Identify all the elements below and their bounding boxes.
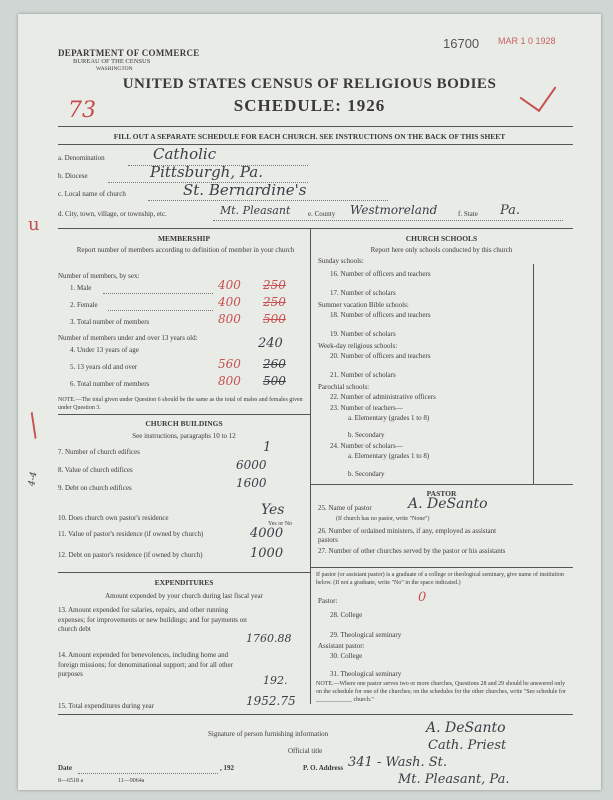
q12-value: 1000 — [250, 546, 284, 561]
date-label: Date — [58, 764, 72, 772]
q26-label: 26. Number of ordained ministers, if any, employed as assistant pastors — [318, 527, 497, 544]
q27-label: 27. Number of other churches served by the pastor or his assistants — [318, 547, 506, 555]
margin-u-mark: u — [28, 214, 40, 235]
pastor-value: 0 — [418, 590, 427, 605]
diocese-label: b. Diocese — [58, 172, 88, 180]
q18-label: 18. Number of officers and teachers — [330, 311, 431, 319]
q10-hint: Yes or No — [268, 521, 293, 527]
q10-value: Yes — [261, 502, 285, 518]
q2-value: 400 — [218, 295, 241, 309]
membership-note: NOTE.—The total given under Question 6 should be the same as the total of males and females given under Question 3. — [58, 397, 303, 411]
q25-hint: (If church has no pastor, write "None") — [336, 516, 430, 522]
q30-label: 30. College — [330, 652, 363, 660]
q1-label: 1. Male — [70, 284, 92, 292]
schedule-number: 16700 — [443, 36, 480, 51]
q21-label: 21. Number of scholars — [330, 371, 396, 379]
q11-label: 11. Value of pastor's residence (if owned by church) — [58, 530, 204, 538]
expenditures-sub: Amount expended by your church during last fiscal year — [105, 592, 263, 600]
margin-number-mark: 4-4 — [27, 470, 40, 488]
q31-label: 31. Theological seminary — [330, 670, 402, 678]
q2-line — [108, 310, 213, 311]
q2-old-value: 250 — [263, 295, 286, 309]
diocese-value: Pittsburgh, Pa. — [150, 163, 264, 181]
q4-label: 4. Under 13 years of age — [70, 346, 139, 354]
state-value: Pa. — [500, 203, 521, 218]
pastor-note: NOTE.—Where one pastor serves two or more churches, Questions 28 and 29 should be answered only on the schedule for one of the churches; on the schedules for the other churches, write "See schedule for ____________ church." — [316, 681, 566, 703]
q8-value: 6000 — [236, 458, 267, 472]
parochial-schools: Parochial schools: — [318, 383, 370, 391]
buildings-sub: See instructions, paragraphs 10 to 12 — [132, 432, 236, 440]
signature-label: Signature of person furnishing information — [208, 730, 329, 738]
q3-value: 800 — [218, 312, 241, 326]
q24a-label: a. Elementary (grades 1 to 8) — [348, 452, 430, 460]
q14-value: 192. — [263, 674, 288, 687]
city-value: Mt. Pleasant — [220, 204, 291, 217]
graduate-note: If pastor (or assistant pastor) is a graduate of a college or theological seminary, give name of institution below. (If not a graduate, write "No" in the space indicated.) — [316, 572, 564, 586]
membership-intro: Report number of members according to definition of member in your church — [76, 246, 295, 254]
q13-label: 13. Amount expended for salaries, repairs, and other running expenses; for improvements or new buildings; and for payments on church debt — [58, 606, 247, 633]
divider-graduate — [310, 567, 573, 568]
divider-identity — [58, 228, 573, 229]
summer-schools: Summer vacation Bible schools: — [318, 301, 409, 309]
local-name-label: c. Local name of church — [58, 190, 126, 198]
schools-heading: CHURCH SCHOOLS — [405, 234, 478, 243]
local-name-line — [148, 200, 388, 201]
expenditures-heading: EXPENDITURES — [154, 578, 214, 587]
red-handwritten-number: 73 — [68, 98, 96, 123]
pastor-heading: PASTOR — [426, 489, 457, 498]
q5-value: 560 — [218, 357, 241, 371]
margin-slash-mark: ⁄ — [21, 411, 48, 442]
q3-old-value: 500 — [263, 312, 286, 326]
form-number: 8—6518 a — [58, 778, 84, 784]
divider-buildings — [58, 414, 310, 415]
q25-label: 25. Name of pastor — [318, 504, 372, 512]
county-label: e. County — [308, 210, 336, 218]
q14-label: 14. Amount expended for benevolences, including home and foreign missions; for denominational support; and for all other purposes — [58, 651, 233, 678]
q6-old-value: 500 — [263, 374, 286, 388]
date-line — [78, 773, 218, 774]
bureau-city: WASHINGTON — [96, 66, 133, 72]
divider-top — [58, 126, 573, 127]
q9-value: 1600 — [236, 476, 267, 490]
buildings-heading: CHURCH BUILDINGS — [145, 419, 223, 428]
q20-label: 20. Number of officers and teachers — [330, 352, 431, 360]
q1-line — [103, 293, 213, 294]
q10-label: 10. Does church own pastor's residence — [58, 514, 169, 522]
q17-label: 17. Number of scholars — [330, 289, 396, 297]
city-line — [213, 220, 563, 221]
address-value: 341 - Wash. St. — [348, 755, 448, 770]
q25-value: A. DeSanto — [408, 496, 488, 512]
denomination-value: Catholic — [153, 145, 217, 163]
q4-value: 240 — [258, 336, 283, 351]
schools-answer-column — [533, 264, 534, 484]
q6-label: 6. Total number of members — [70, 380, 150, 388]
bureau-name: BUREAU OF THE CENSUS — [73, 58, 151, 65]
divider-expenditures — [58, 572, 310, 573]
q8-label: 8. Value of church edifices — [58, 466, 133, 474]
fill-instruction: FILL OUT A SEPARATE SCHEDULE FOR EACH CHURCH. SEE INSTRUCTIONS ON THE BACK OF THIS SHEET — [113, 132, 506, 141]
q23a-label: a. Elementary (grades 1 to 8) — [348, 414, 430, 422]
q5-old-value: 260 — [263, 357, 286, 371]
official-title-value: Cath. Priest — [428, 738, 507, 753]
denomination-label: a. Denomination — [58, 154, 105, 162]
schools-intro: Report here only schools conducted by this church — [370, 246, 513, 254]
q9-label: 9. Debt on church edifices — [58, 484, 132, 492]
q7-label: 7. Number of church edifices — [58, 448, 140, 456]
department-name: DEPARTMENT OF COMMERCE — [58, 48, 200, 58]
state-label: f. State — [458, 210, 478, 218]
q3-label: 3. Total number of members — [70, 318, 150, 326]
q11-value: 4000 — [250, 526, 284, 541]
divider-pastor — [310, 484, 573, 485]
print-number: 11—9064a — [118, 778, 145, 784]
document-title: UNITED STATES CENSUS OF RELIGIOUS BODIES — [122, 76, 497, 92]
q1-old-value: 250 — [263, 278, 286, 292]
address-label: P. O. Address — [303, 764, 344, 772]
date-year: , 192 — [220, 764, 234, 772]
members-by-sex: Number of members, by sex: — [58, 272, 140, 280]
schedule-title: SCHEDULE: 1926 — [233, 96, 386, 115]
q6-value: 800 — [218, 374, 241, 388]
column-divider — [310, 228, 311, 704]
address-value-line2: Mt. Pleasant, Pa. — [398, 772, 510, 787]
q12-label: 12. Debt on pastor's residence (if owned by church) — [58, 551, 203, 559]
q15-value: 1952.75 — [246, 694, 296, 708]
divider-footer — [58, 714, 573, 715]
q1-value: 400 — [218, 278, 241, 292]
membership-heading: MEMBERSHIP — [157, 234, 211, 243]
assistant-label: Assistant pastor: — [318, 642, 365, 650]
received-stamp: MAR 1 0 1928 — [498, 36, 556, 46]
q29-label: 29. Theological seminary — [330, 631, 402, 639]
q16-label: 16. Number of officers and teachers — [330, 270, 431, 278]
q13-value: 1760.88 — [246, 632, 292, 645]
city-label: d. City, town, village, or township, etc. — [58, 210, 167, 218]
sunday-schools: Sunday schools: — [318, 257, 364, 265]
local-name-value: St. Bernardine's — [183, 181, 307, 199]
q24b-label: b. Secondary — [348, 470, 385, 478]
q19-label: 19. Number of scholars — [330, 330, 396, 338]
q23b-label: b. Secondary — [348, 431, 385, 439]
county-value: Westmoreland — [350, 203, 438, 217]
divider-instruction — [58, 144, 573, 145]
q28-label: 28. College — [330, 611, 363, 619]
q7-value: 1 — [263, 440, 272, 455]
weekday-schools: Week-day religious schools: — [318, 342, 398, 350]
q22-label: 22. Number of administrative officers — [330, 393, 436, 401]
q15-label: 15. Total expenditures during year — [58, 702, 154, 710]
signature-value: A. DeSanto — [426, 720, 506, 736]
q5-label: 5. 13 years old and over — [70, 363, 138, 371]
q23-label: 23. Number of teachers— — [330, 404, 403, 412]
official-title-label: Official title — [288, 747, 323, 755]
pastor-label: Pastor: — [318, 597, 338, 605]
age-intro: Number of members under and over 13 years old: — [58, 334, 198, 342]
q2-label: 2. Female — [70, 301, 98, 309]
q24-label: 24. Number of scholars— — [330, 442, 403, 450]
census-schedule-sheet — [18, 14, 601, 790]
